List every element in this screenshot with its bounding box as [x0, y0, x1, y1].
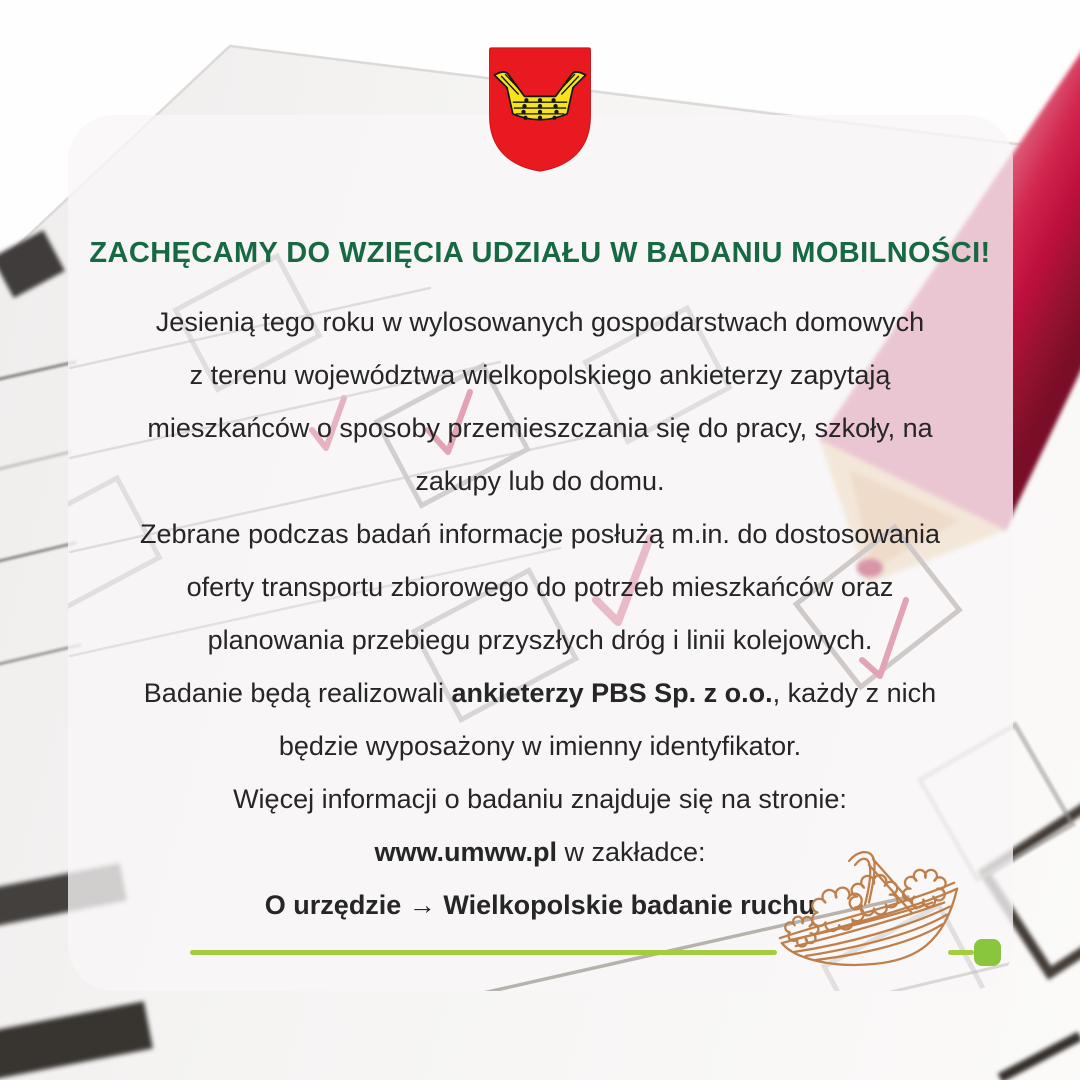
body-line: Jesienią tego roku w wylosowanych gospodarstwach domowych [155, 307, 925, 337]
body-line: Więcej informacji o badaniu znajduje się na stronie: [233, 784, 847, 814]
body-line: O urzędzie → Wielkopolskie badanie ruchu [264, 890, 816, 920]
body-line: www.umww.pl w zakładce: [374, 837, 706, 867]
body-line: mieszkańców o sposoby przemieszczania się do pracy, szkoły, na [147, 413, 933, 443]
body-text [0, 296, 1080, 932]
coat-of-arms-icon [481, 44, 599, 176]
divider-line-left [190, 950, 777, 955]
body-line: z terenu województwa wielkopolskiego ankieterzy zapytają [189, 360, 891, 390]
divider-end-square-icon [974, 939, 1001, 966]
body-line: zakupy lub do domu. [415, 466, 665, 496]
body-line: Badanie będą realizowali ankieterzy PBS Sp. z o.o., każdy z nich [143, 678, 937, 708]
body-line: Zebrane podczas badań informacje posłużą m.in. do dostosowania [140, 519, 940, 549]
body-line: oferty transportu zbiorowego do potrzeb mieszkańców oraz [186, 572, 894, 602]
body-line: będzie wyposażony w imienny identyfikator. [278, 731, 802, 761]
basket-icon [766, 845, 964, 969]
body-line: planowania przebiegu przyszłych dróg i linii kolejowych. [207, 625, 873, 655]
page-title: ZACHĘCAMY DO WZIĘCIA UDZIAŁU W BADANIU MOBILNOŚCI! [89, 237, 991, 269]
